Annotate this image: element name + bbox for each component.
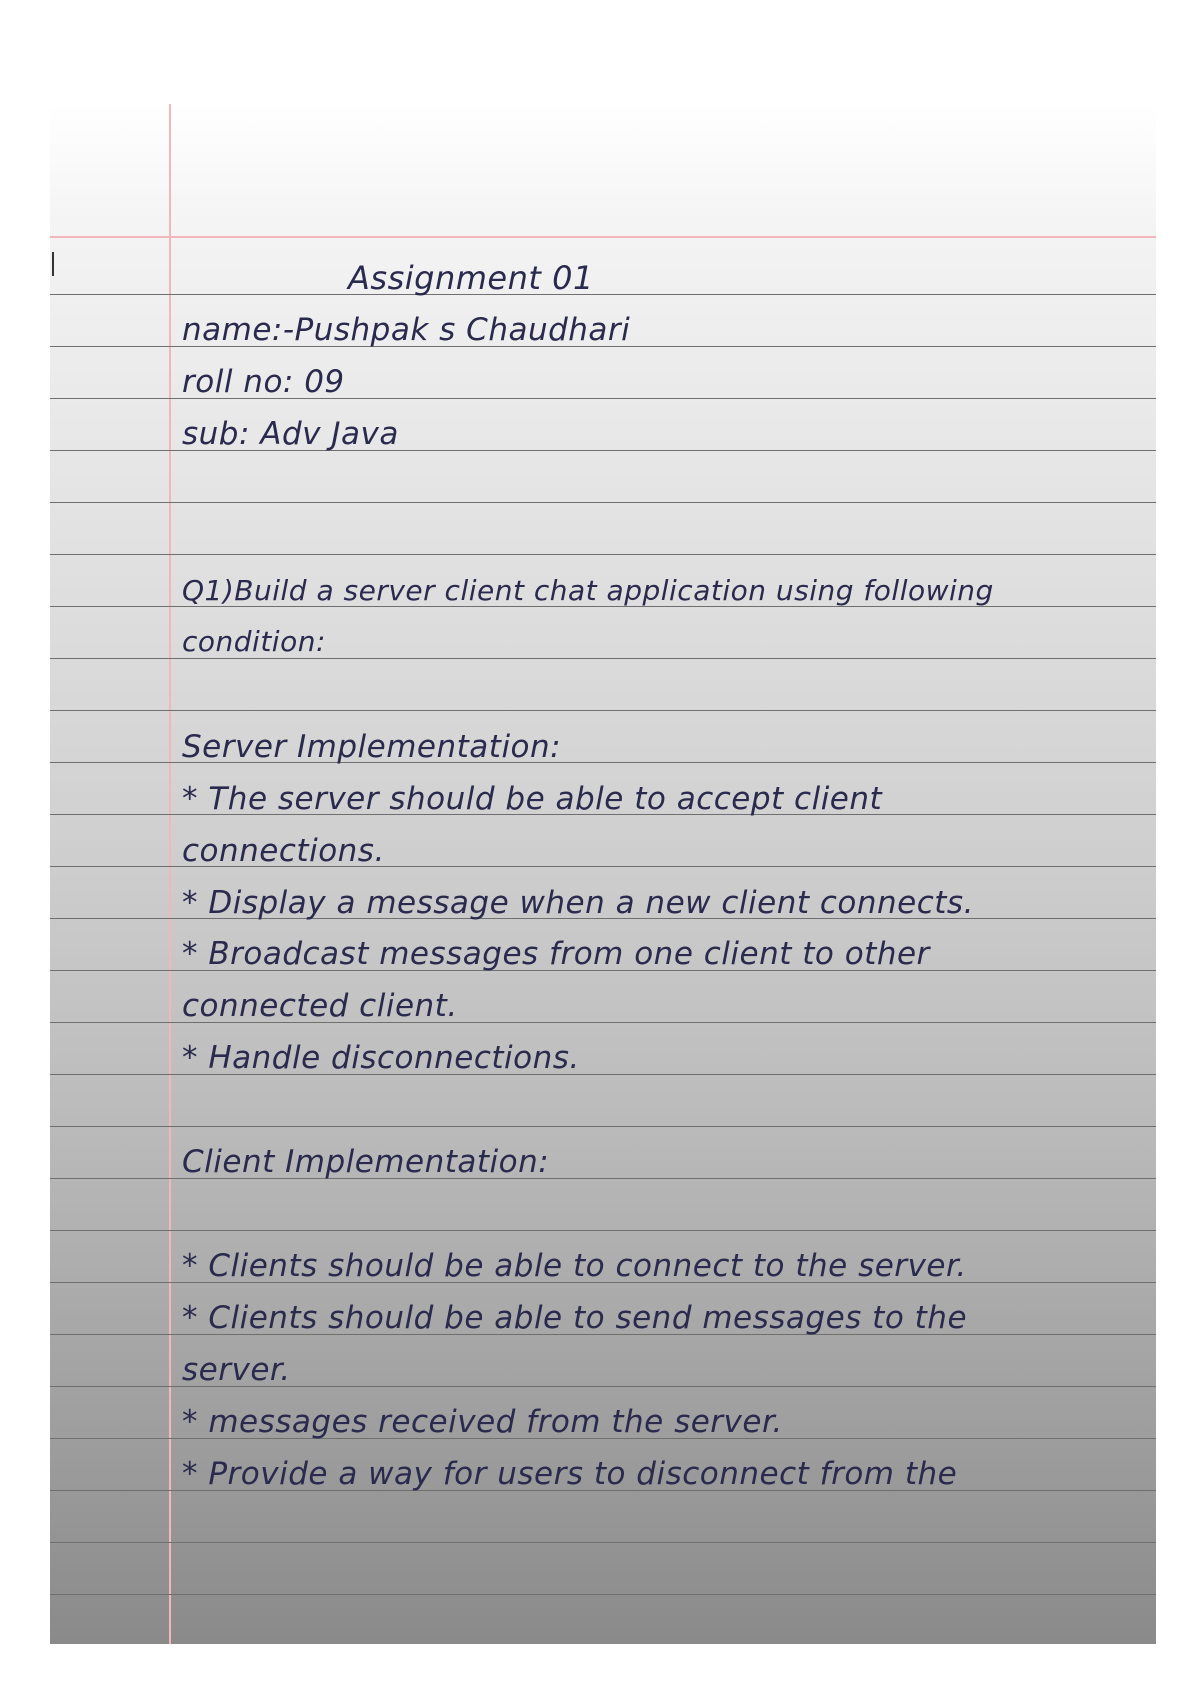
ruled-line bbox=[50, 554, 1156, 555]
server-point: * The server should be able to accept client bbox=[182, 781, 883, 817]
assignment-title: Assignment 01 bbox=[348, 259, 594, 297]
ruled-line bbox=[50, 1126, 1156, 1127]
server-point: connected client. bbox=[182, 988, 458, 1024]
server-point: * Display a message when a new client connects. bbox=[182, 885, 974, 921]
margin-rule bbox=[169, 104, 171, 1644]
ruled-line bbox=[50, 1230, 1156, 1231]
student-name: name:-Pushpak s Chaudhari bbox=[182, 312, 631, 348]
client-point: * messages received from the server. bbox=[182, 1404, 783, 1440]
server-point: * Handle disconnections. bbox=[182, 1040, 580, 1076]
ruled-line bbox=[50, 710, 1156, 711]
header-rule bbox=[50, 236, 1156, 238]
client-point: * Clients should be able to send messages to the bbox=[182, 1300, 968, 1336]
ruled-line bbox=[50, 1594, 1156, 1595]
client-point: * Clients should be able to connect to the server. bbox=[182, 1248, 967, 1284]
subject: sub: Adv Java bbox=[182, 416, 399, 452]
notebook-page bbox=[50, 104, 1156, 1644]
page-edge-mark bbox=[52, 252, 54, 276]
client-heading: Client Implementation: bbox=[182, 1144, 550, 1180]
question-line-1: Q1)Build a server client chat application using following bbox=[182, 574, 994, 607]
server-heading: Server Implementation: bbox=[182, 729, 562, 765]
ruled-line bbox=[50, 1542, 1156, 1543]
client-point: * Provide a way for users to disconnect from the bbox=[182, 1456, 958, 1492]
ruled-line bbox=[50, 294, 1156, 295]
server-point: connections. bbox=[182, 833, 385, 869]
client-point: server. bbox=[182, 1352, 291, 1388]
roll-number: roll no: 09 bbox=[182, 364, 345, 400]
server-point: * Broadcast messages from one client to other bbox=[182, 936, 930, 972]
ruled-line bbox=[50, 502, 1156, 503]
question-line-2: condition: bbox=[182, 625, 326, 658]
